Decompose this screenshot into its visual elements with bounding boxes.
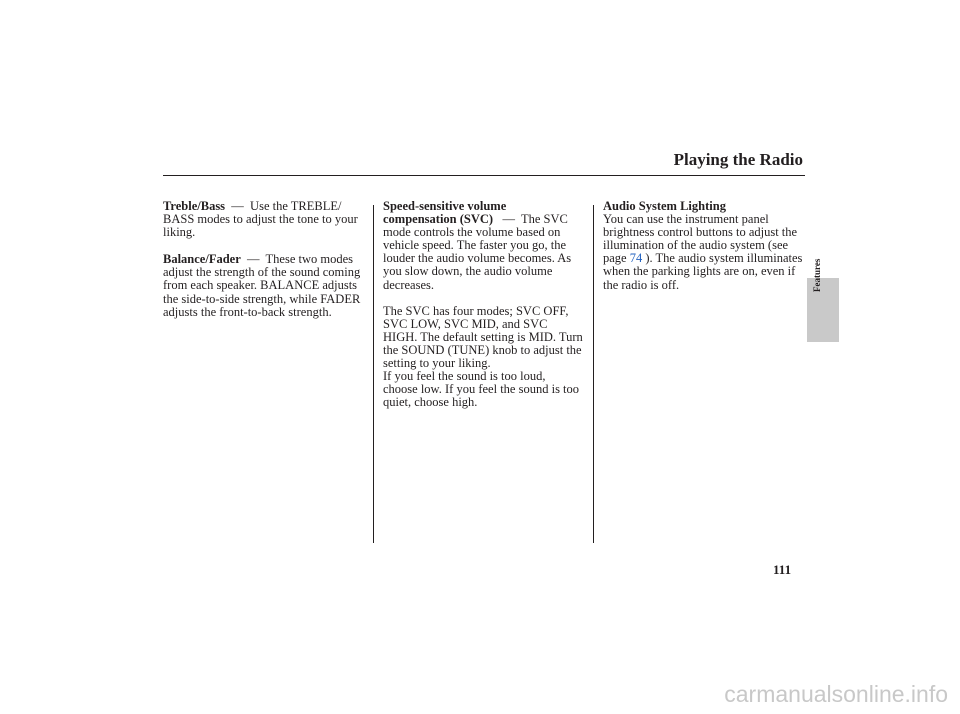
column-divider (373, 205, 374, 543)
em-dash: — (247, 252, 260, 267)
lighting-text-after: ). The audio system illuminates when the parking lights are on, even if the radio is off. (603, 251, 803, 292)
watermark-text: carmanualsonline.info (724, 681, 948, 707)
svc-heading-line1: Speed-sensitive volume (383, 199, 507, 213)
column-divider (593, 205, 594, 543)
svc-paragraph-2: The SVC has four modes; SVC OFF, SVC LOW, SVC MID, and SVC HIGH. The default setting is MID. Turn the SOUND (TUNE) knob to adjust the setting to your liking. (383, 303, 583, 371)
balance-fader-paragraph (163, 253, 363, 318)
svc-paragraph-3: If you feel the sound is too loud, choose low. If you feel the sound is too quiet, choose high. (383, 369, 580, 410)
page-number: 111 (773, 562, 792, 577)
balance-fader-text: These two modes adjust the strength of the sound coming from each speaker. BALANCE adjusts the side-to-side strength, while FADER adjusts the front-to-back strength. (163, 252, 361, 319)
em-dash: — (231, 199, 244, 213)
column-svc (383, 200, 583, 409)
svc-text-1: The SVC mode controls the volume based on vehicle speed. The faster you go, the louder the audio volume becomes. As you slow down, the audio volume decreases. (383, 212, 572, 292)
treble-bass-text: Use the TREBLE/ BASS modes to adjust the tone to your liking. (163, 199, 358, 240)
treble-bass-heading: Treble/Bass (163, 199, 226, 213)
svc-paragraph-1 (383, 213, 583, 292)
audio-lighting-paragraph (603, 213, 803, 292)
header-rule (163, 175, 805, 176)
balance-fader-heading: Balance/Fader (163, 252, 241, 267)
page-title: Playing the Radio (673, 150, 803, 169)
treble-bass-paragraph (163, 200, 363, 239)
column-treble-balance (163, 200, 363, 319)
page-74-link[interactable]: 74 (629, 251, 643, 266)
em-dash: — (502, 212, 515, 227)
audio-lighting-heading: Audio System Lighting (603, 199, 726, 213)
section-label-text: Features (812, 258, 822, 292)
column-lighting (603, 200, 803, 292)
svc-heading-line2: compensation (SVC) (383, 212, 494, 227)
lighting-text-before: You can use the instrument panel brightness control buttons to adjust the illumination of the audio system (see page (603, 212, 798, 266)
